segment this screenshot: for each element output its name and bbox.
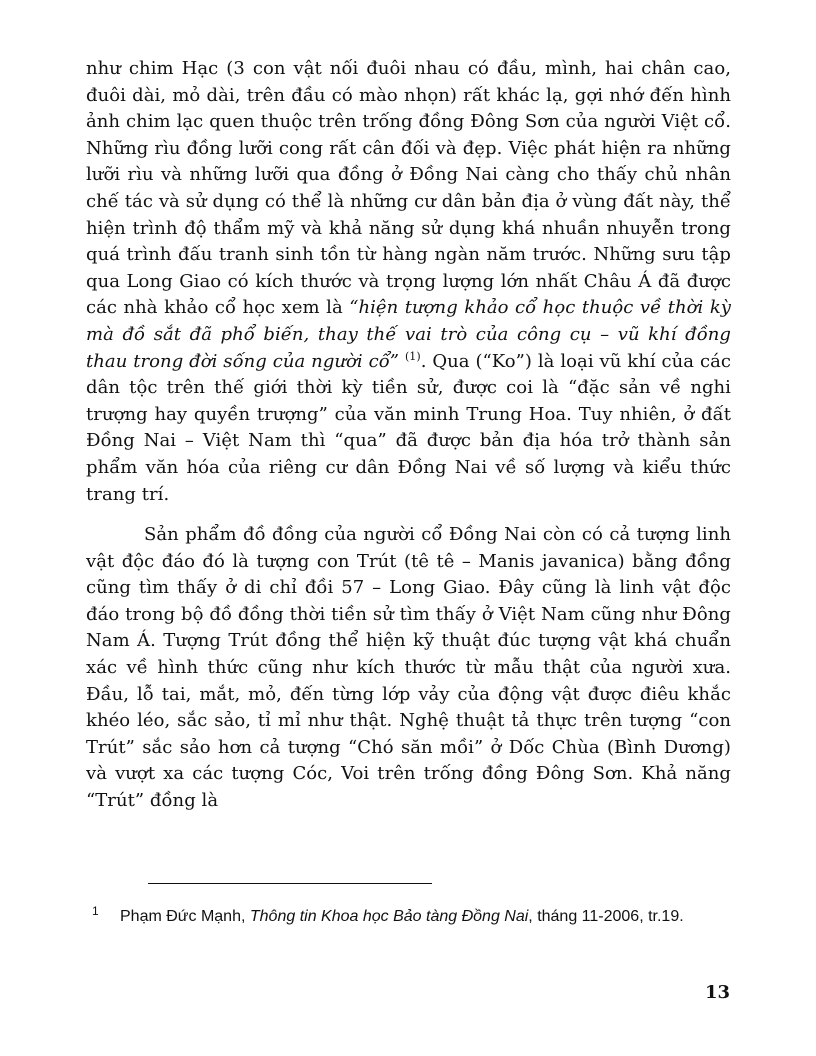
- footnote-reference: (1): [404, 349, 421, 363]
- footnote-publication: Thông tin Khoa học Bảo tàng Đồng Nai: [249, 908, 529, 925]
- paragraph-1: [86, 56, 731, 508]
- paragraph-1-text-a: như chim Hạc (3 con vật nối đuôi nhau có đầu, mình, hai chân cao, đuôi dài, mỏ dài, trên đầu có mào nhọn) rất khác lạ, gợi nhớ đến hình ảnh chim lạc quen thuộc trên trống đồng Đông Sơn của người Việt cổ. Những rìu đồng lưỡi cong rất cân đối và đẹp. Việc phát hiện ra những lưỡi rìu và những lưỡi qua đồng ở Đồng Nai càng cho thấy chủ nhân chế tác và sử dụng có thể là những cư dân bản địa ở vùng đất này, thể hiện trình độ thẩm mỹ và khả năng sử dụng khá nhuần nhuyễn trong quá trình đấu tranh sinh tồn từ hàng ngàn năm trước. Những sưu tập qua Long Giao có kích thước và trọng lượng lớn nhất Châu Á đã được các nhà khảo cổ học xem là: [86, 58, 731, 319]
- footnote-author: Phạm Đức Mạnh,: [120, 908, 250, 925]
- paragraph-1-quote: “hiện tượng khảo cổ học thuộc về thời kỳ mà đồ sắt đã phổ biến, thay thế vai trò của công cụ – vũ khí đồng thau trong đời sống của người cổ”: [86, 297, 731, 372]
- paragraph-1-text-b: . Qua (“Ko”) là loại vũ khí của các dân tộc trên thế giới thời kỳ tiền sử, được coi là “đặc sản về nghi trượng hay quyền trượng” của văn minh Trung Hoa. Tuy nhiên, ở đất Đồng Nai – Việt Nam thì “qua” đã được bản địa hóa trở thành sản phẩm văn hóa của riêng cư dân Đồng Nai về số lượng và kiểu thức trang trí.: [86, 350, 732, 505]
- footnote-details: , tháng 11-2006, tr.19.: [528, 908, 684, 925]
- footnote-marker: 1: [92, 904, 99, 918]
- page-number: 13: [704, 982, 730, 1003]
- footnote-text: [120, 904, 732, 930]
- footnote-divider: [148, 883, 432, 884]
- footnote: [92, 904, 732, 930]
- body-text: [86, 56, 731, 815]
- paragraph-2: Sản phẩm đồ đồng của người cổ Đồng Nai còn có cả tượng linh vật độc đáo đó là tượng con Trút (tê tê – Manis javanica) bằng đồng cũng tìm thấy ở di chỉ đồi 57 – Long Giao. Đây cũng là linh vật độc đáo trong bộ đồ đồng thời tiền sử tìm thấy ở Việt Nam cũng như Đông Nam Á. Tượng Trút đồng thể hiện kỹ thuật đúc tượng vật khá chuẩn xác về hình thức cũng như kích thước từ mẫu thật của người xưa. Đầu, lỗ tai, mắt, mỏ, đến từng lớp vảy của động vật được điêu khắc khéo léo, sắc sảo, tỉ mỉ như thật. Nghệ thuật tả thực trên tượng “con Trút” sắc sảo hơn cả tượng “Chó săn mồi” ở Dốc Chùa (Bình Dương) và vượt xa các tượng Cóc, Voi trên trống đồng Đông Sơn. Khả năng “Trút” đồng là: [86, 524, 731, 812]
